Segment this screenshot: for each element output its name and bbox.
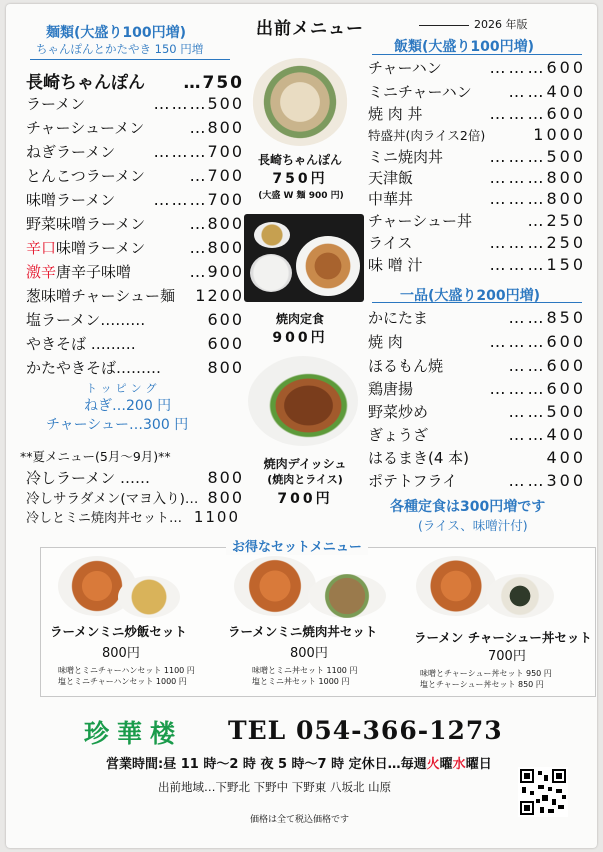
item-price: ………800	[489, 189, 586, 208]
page-title: 出前メニュー	[256, 19, 364, 39]
item-name: かにたま	[368, 309, 429, 327]
menu-item	[26, 487, 244, 509]
hours-text: 営業時間:昼 11 時〜2 時 夜 5 時〜7 時 定休日…毎週	[106, 757, 427, 772]
item-price: …700	[189, 166, 244, 185]
menu-page	[6, 4, 597, 848]
item-price: …750	[183, 73, 244, 93]
menu-item	[368, 307, 586, 329]
item-name: チャーシュー丼	[368, 212, 472, 230]
topping-item: チャーシュー…300 円	[46, 417, 189, 433]
menu-item	[368, 378, 586, 400]
rice-heading: 飯類(大盛り100円増)	[394, 39, 535, 55]
menu-item	[26, 467, 244, 489]
item-price: ………600	[489, 332, 586, 351]
item-price: …800	[189, 214, 244, 233]
menu-item	[26, 93, 244, 115]
yakiniku-plate	[296, 236, 360, 296]
edition-year: 2026 年版	[474, 18, 528, 31]
item-name: やきそば ………	[26, 335, 136, 353]
dish-price: 700円	[277, 491, 333, 507]
menu-item	[26, 117, 244, 139]
menu-item	[368, 57, 586, 79]
teishoku-photo	[244, 214, 364, 302]
item-name: 特盛丼(肉ライス2倍)	[368, 128, 486, 143]
set-menu-heading: お得なセットメニュー	[226, 536, 368, 555]
noodles-divider	[30, 59, 230, 60]
menu-item	[368, 125, 586, 147]
set-note: 塩とチャーシュー丼セット 850 円	[420, 680, 544, 689]
item-price: 1200	[195, 286, 244, 305]
menu-item	[26, 141, 244, 163]
item-name: チャーハン	[368, 59, 442, 77]
spicy-label: 辛口	[26, 239, 57, 257]
item-price: ………250	[489, 233, 586, 252]
item-name: ほるもん焼	[368, 357, 444, 375]
ippin-heading: 一品(大盛り200円増)	[400, 288, 541, 304]
item-name: はるまき(4 本)	[368, 449, 470, 467]
mini-yakiniku-photo	[308, 574, 386, 618]
rice-divider	[372, 54, 582, 55]
teishoku-price: 900円	[272, 330, 328, 346]
menu-item	[368, 81, 586, 103]
tax-note: 価格は全て税込価格です	[250, 815, 350, 825]
item-price: …900	[189, 262, 244, 281]
item-price: …800	[189, 238, 244, 257]
menu-item	[368, 188, 586, 210]
menu-item	[26, 68, 244, 93]
set-name: ラーメンミニ炒飯セット	[50, 624, 187, 639]
menu-item	[368, 254, 586, 276]
menu-item	[368, 103, 586, 125]
item-name: ライス	[368, 234, 413, 252]
champon-note: (大盛 W 麺 900 円)	[258, 191, 344, 201]
item-price: ………600	[489, 379, 586, 398]
item-price: 800	[207, 488, 244, 507]
set-price: 800円	[290, 646, 328, 661]
menu-item	[26, 357, 244, 379]
item-name: 冷しラーメン ……	[26, 469, 151, 487]
item-name: 味 噌 汁	[368, 256, 423, 274]
item-name: ミニ焼肉丼	[368, 148, 444, 166]
champon-photo	[252, 58, 348, 146]
rice-bowl	[250, 254, 292, 292]
item-price: ……300	[508, 471, 586, 490]
item-price: 1100	[193, 508, 240, 526]
menu-item	[26, 285, 244, 307]
closed-day-tue: 火	[426, 757, 440, 772]
set-name: ラーメンミニ焼肉丼セット	[228, 624, 378, 639]
item-name: 味噌ラーメン	[26, 191, 116, 209]
item-price: 1000	[533, 125, 586, 144]
dish-name: 焼肉デイッシュ	[263, 457, 347, 471]
soup-bowl	[254, 222, 290, 248]
yakiniku-dish-photo	[248, 356, 358, 446]
noodles-subheading: ちゃんぽんとかたやき 150 円増	[36, 42, 204, 56]
closed-day-wed: 水	[452, 757, 466, 772]
dish-sub: (焼肉とライス)	[267, 473, 343, 486]
set-note: 味噌とミニチャーハンセット 1100 円	[58, 666, 195, 675]
menu-item	[368, 470, 586, 492]
menu-item	[26, 309, 244, 331]
menu-item	[26, 165, 244, 187]
menu-item	[26, 507, 240, 529]
hours-text: 曜	[439, 757, 453, 772]
ippin-divider	[372, 302, 582, 303]
topping-heading: トッピング	[86, 382, 161, 395]
title-divider	[419, 25, 469, 26]
item-name: 葱味噌チャーシュー麺	[26, 287, 175, 305]
item-name-rest: 味噌ラーメン	[56, 239, 146, 257]
teishoku-name: 焼肉定食	[275, 312, 324, 326]
item-name: 野菜味噌ラーメン	[26, 215, 146, 233]
item-price: 600	[207, 310, 244, 329]
hours-text: 曜日	[465, 757, 492, 772]
item-name: 焼 肉 丼	[368, 105, 423, 123]
set-note: 味噌とミニ丼セット 1100 円	[252, 666, 358, 675]
item-name: 焼 肉	[368, 333, 403, 351]
champon-price: 750円	[272, 171, 328, 187]
phone-number	[228, 716, 503, 745]
menu-item	[26, 333, 244, 355]
item-price: ……500	[508, 402, 586, 421]
business-hours	[106, 753, 492, 772]
item-price: ………500	[153, 94, 244, 113]
item-name: かたやきそば………	[26, 359, 162, 377]
item-name: 長崎ちゃんぽん	[26, 73, 145, 93]
delivery-area: 出前地域…下野北 下野中 下野東 八坂北 山原	[158, 780, 392, 794]
set-price: 800円	[102, 646, 140, 661]
item-price: ………500	[489, 147, 586, 166]
noodles-heading: 麺類(大盛り100円増)	[46, 25, 187, 41]
item-price: ………600	[489, 58, 586, 77]
fried-rice-photo	[118, 576, 180, 618]
set-note: 塩とミニ丼セット 1000 円	[252, 677, 350, 686]
menu-item	[368, 331, 586, 353]
menu-item	[26, 261, 244, 283]
item-price: ………150	[489, 255, 586, 274]
item-price: ……600	[508, 356, 586, 375]
menu-item	[368, 146, 586, 168]
item-price: ……400	[508, 82, 586, 101]
item-name: ぎょうざ	[368, 426, 429, 444]
item-price: 800	[207, 468, 244, 487]
menu-item	[368, 424, 586, 446]
item-price: 600	[207, 334, 244, 353]
set-name: ラーメン チャーシュー丼セット	[414, 630, 592, 645]
set-note: 塩とミニチャーハンセット 1000 円	[58, 677, 187, 686]
menu-item	[26, 213, 244, 235]
ramen-photo	[416, 556, 496, 616]
item-name: 冷しとミニ焼肉丼セット…	[26, 511, 183, 526]
menu-item	[26, 189, 244, 211]
item-name-rest: 唐辛子味噌	[56, 263, 132, 281]
extra-spicy-label: 激辛	[26, 263, 57, 281]
item-name: 中華丼	[368, 190, 414, 208]
item-price: ……850	[508, 308, 586, 327]
item-price: ………700	[153, 190, 244, 209]
teishoku-note-sub: (ライス、味噌汁付)	[418, 518, 528, 533]
menu-item	[368, 232, 586, 254]
tel-label: TEL	[228, 716, 287, 745]
menu-item	[368, 355, 586, 377]
champon-name: 長崎ちゃんぽん	[257, 153, 342, 167]
summer-heading: **夏メニュー(5月〜9月)**	[20, 449, 171, 464]
item-price: ………800	[489, 168, 586, 187]
item-name: 冷しサラダメン(マヨ入り)…	[26, 491, 199, 507]
menu-item	[368, 167, 586, 189]
item-price: …250	[527, 211, 586, 230]
shop-name: 珍華楼	[84, 719, 184, 748]
item-name: とんこつラーメン	[26, 167, 145, 185]
item-name: ポテトフライ	[368, 472, 458, 490]
item-price: 400	[546, 448, 586, 467]
item-name	[26, 261, 131, 282]
item-name: 塩ラーメン………	[26, 311, 146, 329]
set-note: 味噌とチャーシュー丼セット 950 円	[420, 669, 552, 678]
teishoku-note: 各種定食は300円増です	[390, 499, 546, 515]
item-name: 鶏唐揚	[368, 380, 414, 398]
chashu-don-photo	[486, 574, 554, 618]
item-price: ………700	[153, 142, 244, 161]
item-price: ………600	[489, 104, 586, 123]
tel-value: 054-366-1273	[295, 716, 503, 745]
item-price: …800	[189, 118, 244, 137]
set-price: 700円	[488, 649, 526, 664]
item-name: ねぎラーメン	[26, 143, 116, 161]
item-name: 天津飯	[368, 169, 414, 187]
item-name: ミニチャーハン	[368, 83, 472, 101]
ramen-photo	[234, 556, 316, 616]
menu-item	[26, 237, 244, 259]
item-price: 800	[207, 358, 244, 377]
topping-item: ねぎ…200 円	[84, 398, 172, 414]
item-name: ラーメン	[26, 95, 86, 113]
item-name: チャーシューメン	[26, 119, 145, 137]
item-name: 野菜炒め	[368, 403, 429, 421]
qr-code-icon[interactable]	[518, 767, 568, 817]
item-name	[26, 237, 145, 258]
menu-item	[368, 210, 586, 232]
item-price: ……400	[508, 425, 586, 444]
menu-item	[368, 401, 586, 423]
menu-item	[368, 447, 586, 469]
